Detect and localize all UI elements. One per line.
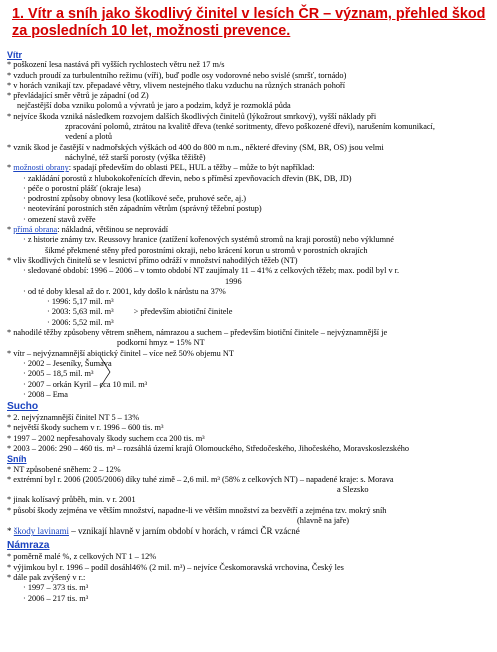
text-line: · 1997 – 373 tis. m³ (23, 583, 89, 593)
text-line: podkorní hmyz = 15% NT (117, 338, 205, 348)
link-prima-obrana[interactable]: přímá obrana (13, 225, 58, 235)
section-heading-snih: Sníh (7, 454, 27, 465)
text-line: · od té doby klesal až do r. 2001, kdy došlo k nárůstu na 37% (23, 286, 226, 296)
text-line: · 2006 – 217 tis. m³ (23, 593, 89, 603)
text-line: * poškození lesa nastává při vyšších rychlostech větru než 17 m/s (7, 60, 225, 70)
text-line: * nejvíce škoda vzniká následkem rozvojem dalších škodlivých činitelů (lýkožrout smrkový), vyšší náklady při (7, 111, 377, 121)
text-line: * vítr – nejvýznamnější abiotický činitel – více než 50% objemu NT (7, 348, 234, 358)
bullet: * (7, 163, 14, 173)
text-line: · 2002 – Jeseníky, Šumava (23, 358, 112, 368)
text-line: · 2006: 5,52 mil. m³ (47, 317, 114, 327)
text-line: * největší škody suchem v r. 1996 – 600 tis. m³ (7, 423, 164, 433)
text-line: * působí škody zejména ve větším množství, napadne-li ve větším množství za bezvětří a zejména tzv. mokrý sníh (7, 505, 387, 515)
text-line: · podrostní způsoby obnovy lesa (kotlíkové seče, pruhové seče, aj.) (23, 194, 247, 204)
text-line: * extrémní byl r. 2006 (2005/2006) díky tuhé zimě – 2,6 mil. m³ (58% z celkových NT) – napadené kraje: s. Morava (7, 474, 394, 484)
text-line (7, 307, 491, 317)
text-line (7, 163, 491, 173)
text-line: náchylné, též starší porosty (výška těžiště) (65, 152, 206, 162)
text-line: * výjimkou byl r. 1996 – podíl dosáhl46% (2 mil. m³) – nejvíce Českomoravská vrchovina, Český les (7, 562, 344, 572)
text-line: * 1997 – 2002 nepřesahovaly škody suchem cca 200 tis. m³ (7, 433, 205, 443)
text-line: (hlavně na jaře) (297, 516, 350, 526)
text-line: šikmé překmené stěny před porostními okraji, nebo krácení korun u stromů v porostních okrajích (45, 245, 368, 255)
text-line: · zakládání porostů z hlubokokořenících dřevin, nebo s příměsí zpevňovacích dřevin (BK, DB, JD) (23, 173, 352, 183)
text-line: * 2003 – 2006: 290 – 460 tis. m³ – rozsáhlá území krajů Olomouckého, Středočeského, Jihočeského, Moravskoslezského (7, 443, 410, 453)
text-line: * dále pak zvýšený v r.: (7, 572, 86, 582)
section-heading-vitr: Vítr (7, 50, 23, 60)
text-line: * vznik škod je častější v nadmořských výškách od 400 do 800 m n.m., některé dřeviny (SM, BR, OS) jsou velmi (7, 142, 384, 152)
text-line: * poměrně malé %, z celkových NT 1 – 12% (7, 552, 157, 562)
bullet: * (7, 526, 14, 537)
section-heading-namraza: Námraza (7, 540, 50, 552)
link-skody-lavinami[interactable]: škody lavinami (13, 526, 69, 537)
text-fragment: : nákladná, většinou se neprovádí (57, 225, 169, 235)
text-line (7, 225, 491, 235)
text-line: * vliv škodlivých činitelů se v lesnictví přímo odráží v množství nahodilých těžeb (NT) (7, 255, 298, 265)
link-moznosti-obrany[interactable]: možnosti obrany (13, 163, 69, 173)
text-fragment: – vznikají hlavně v jarním období v horách, v rámci ČR vzácné (69, 526, 300, 537)
text-line: · 1996: 5,17 mil. m³ (47, 297, 114, 307)
text-line: · 2008 – Ema (23, 389, 68, 399)
text-line: * v horách vznikají tzv. přepadavé větry, vlivem nestejného tlaku vzduchu na různých stranách pohoří (7, 80, 346, 90)
section-heading-sucho: Sucho (7, 401, 39, 413)
text-line: · sledované období: 1996 – 2006 – v tomto období NT zaujímaly 11 – 41% z celkových těžeb; max. podíl byl v r. (23, 266, 400, 276)
text-fragment: > především abiotiční činitele (133, 307, 233, 317)
text-line: * NT způsobené sněhem: 2 – 12% (7, 464, 121, 474)
text-line: 1996 (225, 276, 242, 286)
text-line: * 2. nejvýznamnější činitel NT 5 – 13% (7, 413, 140, 423)
text-line: · péče o porostní plášť (okraje lesa) (23, 183, 141, 193)
text-line: · omezení stavů zvěře (23, 214, 96, 224)
text-line: · 2005 – 18,5 mil. m³ (23, 369, 94, 379)
text-line: zpracování polomů, ztrátou na kvalitě dřeva (tenké soritmenty, dřevo poškozené dřevi), narušením komunikací, (65, 122, 435, 132)
curly-brace-icon (98, 355, 112, 389)
text-line: · z historie známy tzv. Reussovy hranice (zatížení kořenových systémů stromů na kraji porostů) nebo výklumné (23, 235, 394, 245)
text-fragment: · 2003: 5,63 mil. m³ (47, 307, 114, 317)
text-line: * nahodilé těžby způsobeny větrem sněhem, námrazou a suchem – především biotiční činitele – nejvýznamnější je (7, 328, 388, 338)
text-line: * jinak kolísavý průběh, min. v r. 2001 (7, 495, 136, 505)
text-line: * převládající směr větrů je západní (od Z) (7, 91, 149, 101)
text-line: a Slezsko (337, 485, 369, 495)
text-line: vedení a plotů (65, 132, 113, 142)
text-line: · neotevírání porostních stěn západním větrům (správný těžební postup) (23, 204, 262, 214)
text-line: nejčastější doba vzniku polomů a vývratů je jaro a podzim, když je rozmoklá půda (17, 101, 291, 111)
bullet: * (7, 225, 14, 235)
text-line: * vzduch proudí za turbulentního režimu (víři), buď podle osy vodorovné nebo svislé (smršť, tornádo) (7, 70, 347, 80)
page-title: 1. Vítr a sníh jako škodlivý činitel v lesích ČR – význam, přehled škod za posledních 10 let, možnosti prevence. (12, 6, 486, 39)
text-fragment: : spadají především do oblasti PEL, HUL a těžby – může to být například: (68, 163, 315, 173)
text-line: · 2007 – orkán Kyril – cca 10 mil. m³ (23, 379, 148, 389)
text-line (7, 526, 491, 537)
document-body (7, 50, 491, 604)
